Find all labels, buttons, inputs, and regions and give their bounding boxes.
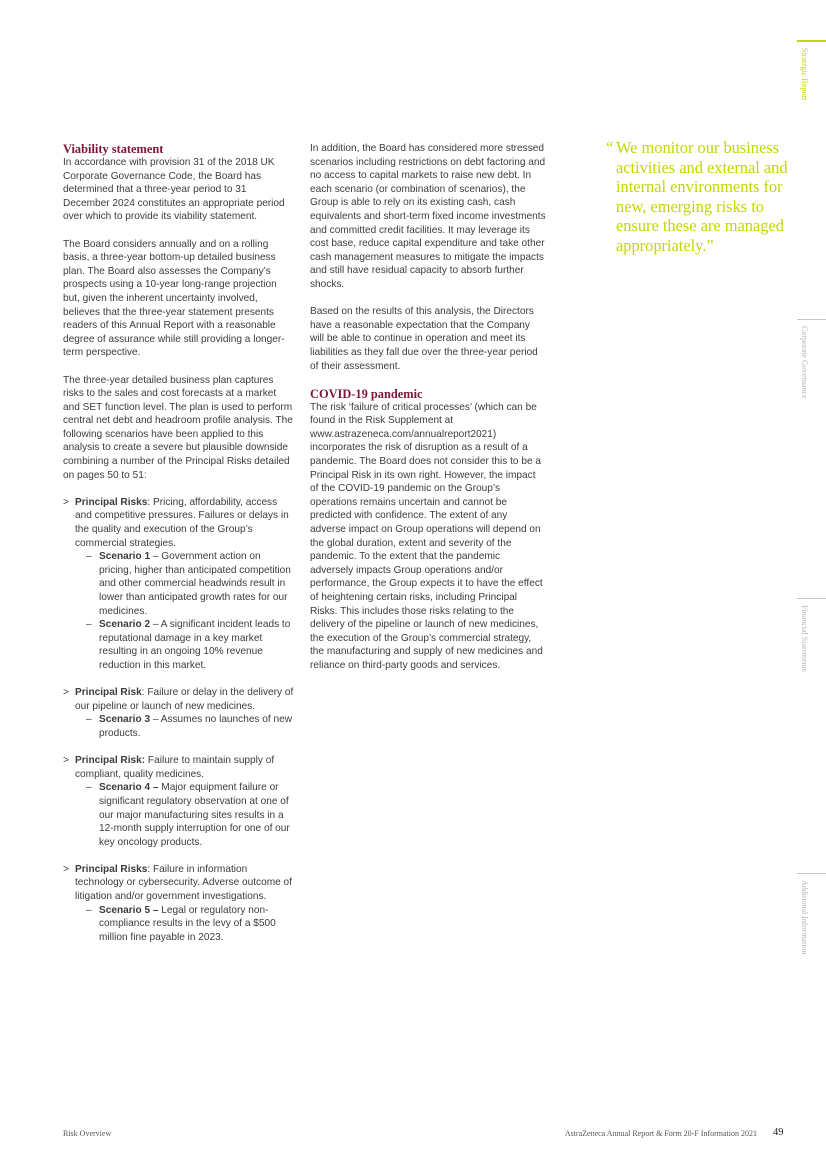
chevron-right-icon: > [63,755,69,767]
risk-item [63,686,295,740]
scenario-text: Legal or regulatory non-compliance results in the levy of a $500 million fine payable in 2023. [99,904,276,943]
chevron-right-icon: > [63,496,69,508]
risk-text: : Pricing, affordability, access and competitive pressures. Failures or delays in the quality and execution of the Group’s commercial strategies. [75,496,289,549]
quote-mark-icon: “ [606,138,614,157]
risk-label: Principal Risk [75,687,142,699]
scenario-label: Scenario 4 – [99,782,159,794]
middle-column [310,142,546,686]
tab-corporate-governance[interactable] [797,319,826,399]
tab-strategic-report-label: Strategic Report [800,48,809,101]
chevron-right-icon: > [63,687,69,699]
footer-section-title: Risk Overview [63,1129,112,1138]
covid-heading: COVID-19 pandemic [310,386,423,401]
scenario-label: Scenario 2 [99,619,151,631]
dash-icon: – [86,551,92,563]
scenario-item [75,781,295,849]
scenario-text: – Assumes no launches of new products. [99,714,293,739]
dash-icon: – [86,782,92,794]
tab-additional-information[interactable] [797,873,826,955]
risk-text: : Failure in information technology or cybersecurity. Adverse outcome of litigation and/or government investigations. [75,863,292,903]
dash-icon: – [86,904,92,916]
viability-paragraph-1: In accordance with provision 31 of the 2018 UK Corporate Governance Code, the Board has determined that a three-year period to 31 December 2024 constitutes an appropriate period over which to provide its viability statement. [63,157,285,223]
scenario-text: Major equipment failure or significant regulatory observation at one of our major manufacturing sites results in a 12-month supply interruption for one of our key oncology products. [99,782,290,848]
tab-additional-information-label: Additional Information [800,880,809,955]
stress-paragraph-1: In addition, the Board has considered more stressed scenarios including restrictions on debt factoring and no access to capital markets to raise new debt. In each scenario (or combination of scenarios), the Group is able to rely on its existing cash, cash equivalents and short-term fixed income investments and committed credit facilities. It may leverage its cost base, reduce capital expenditure and take other cash management measures to mitigate the impacts and still have residual capacity to absorb further shocks. [310,143,546,290]
scenario-label: Scenario 5 – [99,904,159,916]
dash-icon: – [86,619,92,631]
scenario-item [75,904,295,945]
tab-financial-statements-label: Financial Statements [800,605,809,672]
stress-paragraph-2: Based on the results of this analysis, the Directors have a reasonable expectation that the Company will be able to continue in operation and meet its liabilities as they fall due over the three-year period of their assessment. [310,306,538,372]
risk-label: Principal Risks [75,496,148,508]
risk-label: Principal Risk: [75,755,146,767]
tab-strategic-report[interactable] [797,40,826,101]
tab-financial-statements[interactable] [797,598,826,672]
risk-item [63,754,295,849]
covid-paragraph: The risk ‘failure of critical processes’ (which can be found in the Risk Supplement at www.astrazeneca.com/annualreport2021) incorporates the risk of disruption as a result of a pandemic. The Board does not consider this to be a Principal Risk in its own right. However, the impact of the COVID-19 pandemic on the Group’s operations remains uncertain and cannot be predicted with confidence. The extent of any adverse impact on Group operations will depend on the global duration, extent and severity of the pandemic. To the extent that the pandemic adversely impacts Group operations and/or performance, the Group expects it to have the effect of heightening certain risks, including Principal Risks. This includes those risks relating to the delivery of the pipeline or launch of new medicines, the execution of the Group’s commercial strategy, the manufacturing and supply of new medicines and reliance on third-party goods and services. [310,401,543,671]
page-number: 49 [773,1127,784,1138]
risk-item [63,496,295,673]
scenario-text: – A significant incident leads to reputational damage in a key market resulting in an ongoing 10% revenue reduction in this market. [99,619,291,671]
scenario-text: – Government action on pricing, higher than anticipated competition and other commercial headwinds result in lower than anticipated growth rates for our medicines. [99,551,291,617]
risk-label: Principal Risks [75,863,148,875]
pull-quote [606,138,796,255]
pull-quote-text: We monitor our business activities and external and internal environments for new, emerging risks to ensure these are managed appropriately.” [616,138,788,255]
left-column [63,142,295,958]
chevron-right-icon: > [63,863,69,875]
scenario-label: Scenario 3 [99,714,151,726]
viability-paragraph-2: The Board considers annually and on a rolling basis, a three-year bottom-up detailed business plan. The Board also assesses the Company’s prospects using a 10-year long-range projection but, given the inherent uncertainty involved, believes that the three-year statement presents readers of this Annual Report with a reasonable degree of assurance while still providing a longer-term perspective. [63,238,285,359]
viability-paragraph-3: The three-year detailed business plan captures risks to the sales and cost forecasts at a market and SET function level. The plan is used to perform central net debt and headroom profile analysis. The following scenarios have been applied to this analysis to create a severe but plausible downside combining a number of the Principal Risks detailed on pages 50 to 51: [63,374,293,481]
scenario-item [75,713,295,740]
scenario-item [75,618,295,672]
scenario-item [75,550,295,618]
dash-icon: – [86,714,92,726]
risk-text: Failure to maintain supply of compliant, quality medicines. [75,755,275,780]
footer-publication-title: AstraZeneca Annual Report & Form 20-F Information 2021 [564,1129,757,1138]
risk-item [63,863,295,945]
scenario-label: Scenario 1 [99,551,151,563]
tab-corporate-governance-label: Corporate Governance [800,326,809,399]
viability-heading: Viability statement [63,142,164,156]
risk-text: : Failure or delay in the delivery of our pipeline or launch of new medicines. [75,687,294,712]
